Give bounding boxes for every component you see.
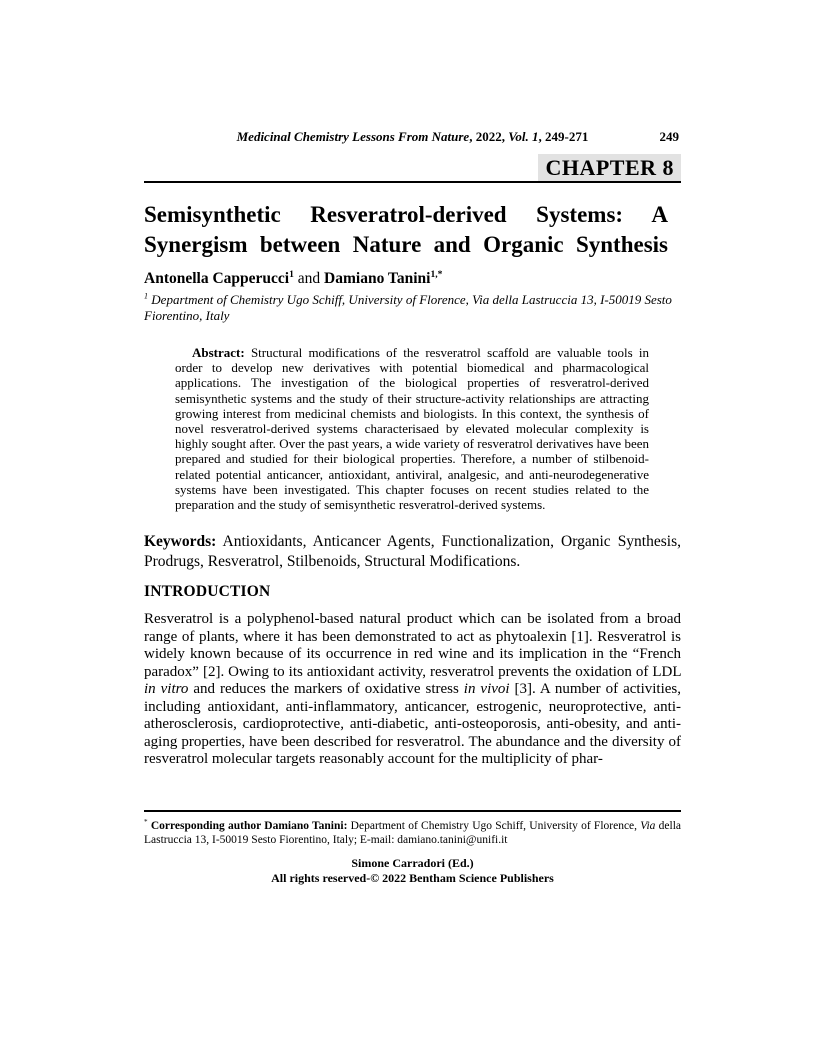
chapter-badge: CHAPTER 8 — [538, 154, 681, 181]
authors-connector: and — [293, 270, 325, 287]
imprint-editor: Simone Carradori (Ed.) — [351, 856, 474, 870]
author-1-affil-mark: 1 — [289, 268, 294, 280]
running-head-citation: Medicinal Chemistry Lessons From Nature, 2022, Vol. 1, 249-271 — [236, 129, 589, 144]
author-1: Antonella Capperucci — [144, 270, 290, 287]
text-column — [144, 0, 681, 769]
authors-line — [144, 269, 681, 288]
section-heading-introduction: INTRODUCTION — [144, 583, 271, 601]
footnote-marker: * — [144, 818, 148, 827]
affiliation-text: Department of Chemistry Ugo Schiff, University of Florence, Via della Lastruccia 13, I-50019 Sesto Fiorentino, Italy — [144, 292, 672, 323]
corresponding-author-footnote — [144, 819, 681, 847]
introduction-paragraph: Resveratrol is a polyphenol-based natural product which can be isolated from a broad range of plants, where it has been demonstrated to act as phytoalexin [1]. Resveratrol is widely known because of its occurrence in red wine and its implication in the “French paradox” [2]. Owing to its antioxidant activity, resveratrol prevents the oxidation of LDL in vitro and reduces the markers of oxidative stress in vivoi [3]. A number of activities, including antioxidant, anti-inflammatory, anticancer, estrogenic, neuroprotective, anti-atherosclerosis, cardioprotective, anti-diabetic, anti-osteoporosis, anti-obesity, and anti-aging properties, have been described for resveratrol. The abundance and the diversity of resveratrol molecular targets reasonably account for the multiplicity of phar- — [144, 611, 681, 768]
keywords-text: Antioxidants, Anticancer Agents, Functionalization, Organic Synthesis, Prodrugs, Resveratrol, Stilbenoids, Structural Modifications. — [144, 533, 681, 570]
page-number: 249 — [659, 129, 679, 144]
page-footer — [144, 810, 681, 885]
author-2: Damiano Tanini — [324, 270, 431, 287]
affiliation-mark: 1 — [144, 291, 149, 301]
footnote-text: Corresponding author Damiano Tanini: Department of Chemistry Ugo Schiff, University of Florence, Via della Lastruccia 13, I-50019 Sesto Fiorentino, Italy; E-mail: damiano.tanini@unifi.it — [144, 820, 682, 846]
imprint-rights: All rights reserved-© 2022 Bentham Science Publishers — [271, 870, 554, 885]
author-2-affil-mark: 1,* — [430, 268, 443, 280]
page-title: Semisynthetic Resveratrol-derived Systems: A Synergism between Nature and Organic Synthesis — [144, 202, 668, 257]
imprint — [144, 856, 681, 885]
affiliation — [144, 292, 681, 324]
keywords — [144, 532, 681, 571]
keywords-label: Keywords: — [144, 533, 217, 551]
running-head — [144, 129, 681, 144]
abstract-text: Structural modifications of the resveratrol scaffold are valuable tools in order to develop new derivatives with potential biomedical and pharmacological applications. The investigation of the biological properties of resveratrol-derived semisynthetic systems and the study of their structure-activity relationships are attracting growing interest from medicinal chemists and biologists. In this context, the synthesis of novel resveratrol-derived systems characterisaed by elevated molecular complexity is highly sought after. Over the past years, a wide variety of resveratrol derivatives have been prepared and studied for their biological properties. Therefore, a number of stilbenoid-related potential anticancer, antioxidant, antiviral, analgesic, and anti-neurodegenerative systems have been investigated. This chapter focuses on recent studies related to the preparation and the study of semisynthetic resveratrol-derived systems. — [175, 345, 649, 513]
abstract — [175, 345, 649, 512]
abstract-label: Abstract: — [192, 345, 245, 360]
chapter-row — [144, 154, 681, 183]
